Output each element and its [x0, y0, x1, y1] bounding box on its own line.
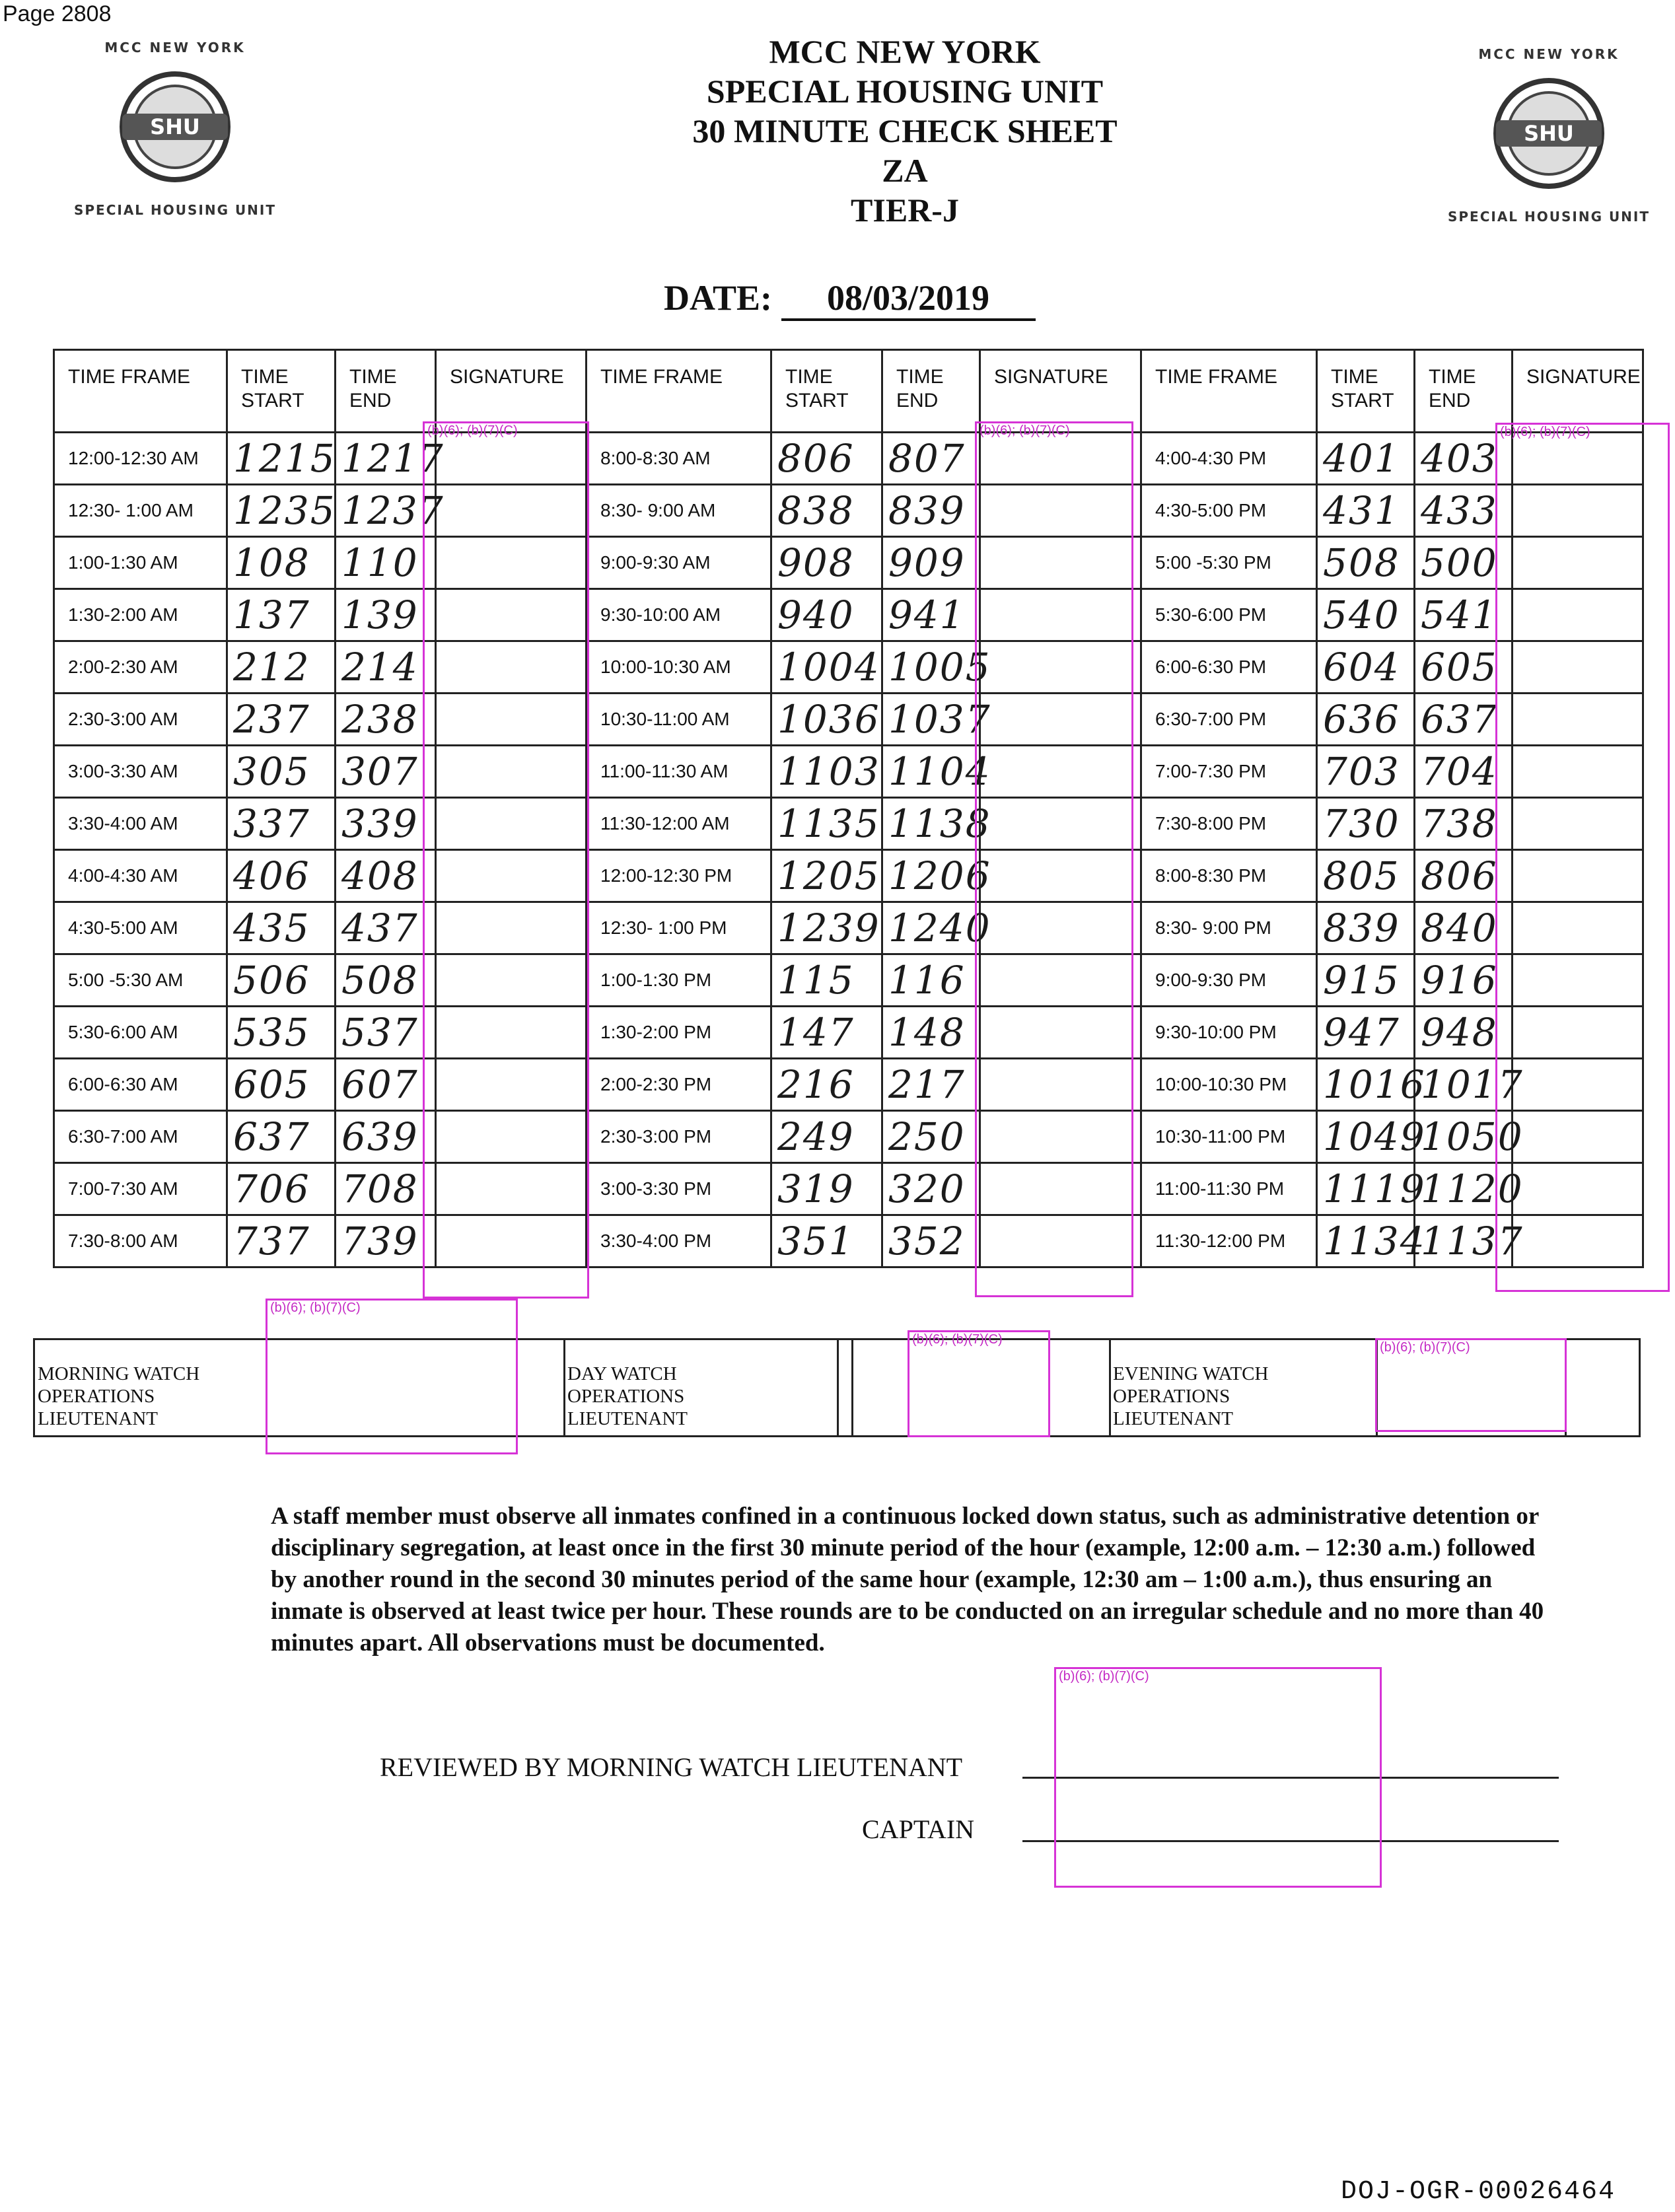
time-frame-cell: 1:30-2:00 AM: [54, 589, 227, 641]
time-start-cell: 1119: [1317, 1163, 1415, 1215]
time-start-cell: 636: [1317, 694, 1415, 746]
time-start-cell: 1134: [1317, 1215, 1415, 1267]
table-row: [54, 589, 1643, 641]
time-end-cell: 148: [882, 1007, 980, 1059]
time-start-cell: 940: [771, 589, 882, 641]
col-time-frame: TIME FRAME: [1141, 350, 1317, 433]
time-start-cell: 540: [1317, 589, 1415, 641]
table-row: [54, 1007, 1643, 1059]
time-frame-cell: 6:00-6:30 AM: [54, 1059, 227, 1111]
time-start-cell: 805: [1317, 850, 1415, 902]
time-end-cell: 1050: [1415, 1111, 1513, 1163]
time-start-cell: 1036: [771, 694, 882, 746]
time-start-cell: 508: [1317, 537, 1415, 589]
time-start-cell: 1205: [771, 850, 882, 902]
col-time-end: TIME END: [1415, 350, 1513, 433]
time-end-cell: 307: [336, 746, 436, 798]
time-start-cell: 305: [227, 746, 336, 798]
title-line-4: ZA: [882, 152, 928, 189]
title-line-2: SPECIAL HOUSING UNIT: [706, 73, 1104, 110]
time-frame-cell: 10:00-10:30 PM: [1141, 1059, 1317, 1111]
redaction-box: (b)(6); (b)(7)(C): [266, 1299, 518, 1454]
time-end-cell: 408: [336, 850, 436, 902]
time-end-cell: 116: [882, 954, 980, 1007]
time-frame-cell: 1:00-1:30 AM: [54, 537, 227, 589]
time-end-cell: 214: [336, 641, 436, 694]
time-frame-cell: 9:00-9:30 PM: [1141, 954, 1317, 1007]
time-frame-cell: 4:30-5:00 PM: [1141, 485, 1317, 537]
time-end-cell: 708: [336, 1163, 436, 1215]
time-frame-cell: 11:30-12:00 AM: [587, 798, 771, 850]
redaction-box: (b)(6); (b)(7)(C): [1375, 1338, 1567, 1432]
time-end-cell: 639: [336, 1111, 436, 1163]
time-end-cell: 909: [882, 537, 980, 589]
time-end-cell: 1206: [882, 850, 980, 902]
time-frame-cell: 8:30- 9:00 AM: [587, 485, 771, 537]
time-start-cell: 839: [1317, 902, 1415, 954]
time-frame-cell: 8:00-8:30 AM: [587, 433, 771, 485]
time-end-cell: 948: [1415, 1007, 1513, 1059]
col-time-frame: TIME FRAME: [54, 350, 227, 433]
table-row: [54, 1163, 1643, 1215]
time-frame-cell: 5:30-6:00 PM: [1141, 589, 1317, 641]
table-row: [54, 537, 1643, 589]
captain-label: CAPTAIN: [862, 1814, 975, 1844]
redaction-box: (b)(6); (b)(7)(C): [975, 421, 1133, 1297]
time-start-cell: 337: [227, 798, 336, 850]
time-start-cell: 730: [1317, 798, 1415, 850]
table-row: [54, 902, 1643, 954]
time-end-cell: 739: [336, 1215, 436, 1267]
title-line-1: MCC NEW YORK: [769, 33, 1041, 70]
time-frame-cell: 10:00-10:30 AM: [587, 641, 771, 694]
reviewed-by-label: REVIEWED BY MORNING WATCH LIEUTENANT: [380, 1752, 963, 1782]
time-frame-cell: 12:00-12:30 PM: [587, 850, 771, 902]
time-end-cell: 1138: [882, 798, 980, 850]
time-start-cell: 1049: [1317, 1111, 1415, 1163]
col-time-frame: TIME FRAME: [587, 350, 771, 433]
time-end-cell: 433: [1415, 485, 1513, 537]
time-end-cell: 1120: [1415, 1163, 1513, 1215]
time-start-cell: 115: [771, 954, 882, 1007]
time-start-cell: 435: [227, 902, 336, 954]
table-row: [54, 641, 1643, 694]
table-row: [54, 798, 1643, 850]
table-row: [54, 694, 1643, 746]
time-frame-cell: 9:30-10:00 PM: [1141, 1007, 1317, 1059]
time-end-cell: 840: [1415, 902, 1513, 954]
logo-bottom-text: SPECIAL HOUSING UNIT: [1447, 209, 1651, 225]
time-start-cell: 401: [1317, 433, 1415, 485]
time-frame-cell: 6:30-7:00 PM: [1141, 694, 1317, 746]
time-end-cell: 1104: [882, 746, 980, 798]
page-label: Page 2808: [3, 1, 112, 26]
col-time-start: TIME START: [771, 350, 882, 433]
title-line-5: TIER-J: [851, 192, 959, 229]
time-end-cell: 508: [336, 954, 436, 1007]
logo-bottom-text: SPECIAL HOUSING UNIT: [73, 202, 277, 218]
time-start-cell: 147: [771, 1007, 882, 1059]
svg-text:SHU: SHU: [150, 114, 200, 139]
document-title: [581, 32, 1229, 230]
time-end-cell: 238: [336, 694, 436, 746]
redaction-box: (b)(6); (b)(7)(C): [1054, 1667, 1382, 1888]
document-id: DOJ-OGR-00026464: [1340, 2177, 1616, 2207]
col-time-start: TIME START: [1317, 350, 1415, 433]
time-frame-cell: 11:30-12:00 PM: [1141, 1215, 1317, 1267]
redaction-box: (b)(6); (b)(7)(C): [423, 421, 589, 1299]
time-frame-cell: 12:30- 1:00 PM: [587, 902, 771, 954]
table-row: [54, 850, 1643, 902]
title-line-3: 30 MINUTE CHECK SHEET: [692, 112, 1118, 149]
time-start-cell: 237: [227, 694, 336, 746]
col-signature: SIGNATURE: [980, 350, 1141, 433]
time-end-cell: 320: [882, 1163, 980, 1215]
time-end-cell: 807: [882, 433, 980, 485]
time-frame-cell: 8:30- 9:00 PM: [1141, 902, 1317, 954]
time-end-cell: 738: [1415, 798, 1513, 850]
time-frame-cell: 2:30-3:00 AM: [54, 694, 227, 746]
date-label: DATE:: [664, 278, 773, 318]
time-end-cell: 352: [882, 1215, 980, 1267]
time-frame-cell: 11:00-11:30 PM: [1141, 1163, 1317, 1215]
col-time-end: TIME END: [336, 350, 436, 433]
time-start-cell: 1103: [771, 746, 882, 798]
table-row: [54, 746, 1643, 798]
time-frame-cell: 6:30-7:00 AM: [54, 1111, 227, 1163]
time-end-cell: 1017: [1415, 1059, 1513, 1111]
time-start-cell: 319: [771, 1163, 882, 1215]
time-frame-cell: 4:30-5:00 AM: [54, 902, 227, 954]
time-end-cell: 537: [336, 1007, 436, 1059]
shu-badge-icon: [116, 67, 234, 186]
time-start-cell: 249: [771, 1111, 882, 1163]
time-end-cell: 437: [336, 902, 436, 954]
time-end-cell: 217: [882, 1059, 980, 1111]
time-end-cell: 941: [882, 589, 980, 641]
check-table: [53, 349, 1644, 1268]
time-end-cell: 339: [336, 798, 436, 850]
time-frame-cell: 7:30-8:00 AM: [54, 1215, 227, 1267]
time-start-cell: 908: [771, 537, 882, 589]
time-frame-cell: 10:30-11:00 AM: [587, 694, 771, 746]
instructions-paragraph: A staff member must observe all inmates confined in a continuous locked down status, such as administrative detention or disciplinary segregation, at least once in the first 30 minute period of the hour (example, 12:00 a.m. – 12:30 a.m.) followed by another round in the second 30 minutes period of the same hour (example, 12:30 am – 1:00 a.m.), thus ensuring an inmate is observed at least twice per hour. These rounds are to be conducted on an irregular schedule and no more than 40 minutes apart. All observations must be documented.: [271, 1503, 1544, 1657]
time-start-cell: 1235: [227, 485, 336, 537]
time-end-cell: 1005: [882, 641, 980, 694]
time-start-cell: 703: [1317, 746, 1415, 798]
time-frame-cell: 7:30-8:00 PM: [1141, 798, 1317, 850]
time-frame-cell: 5:30-6:00 AM: [54, 1007, 227, 1059]
time-frame-cell: 2:00-2:30 AM: [54, 641, 227, 694]
time-frame-cell: 1:30-2:00 PM: [587, 1007, 771, 1059]
time-frame-cell: 4:00-4:30 PM: [1141, 433, 1317, 485]
col-signature: SIGNATURE: [1513, 350, 1643, 433]
time-end-cell: 916: [1415, 954, 1513, 1007]
time-frame-cell: 9:00-9:30 AM: [587, 537, 771, 589]
time-start-cell: 1135: [771, 798, 882, 850]
redaction-box: (b)(6); (b)(7)(C): [908, 1330, 1050, 1437]
morning-watch-label: MORNING WATCH OPERATIONS LIEUTENANT: [38, 1363, 200, 1429]
time-end-cell: 403: [1415, 433, 1513, 485]
shu-badge-icon: [1489, 74, 1608, 193]
time-frame-cell: 3:30-4:00 PM: [587, 1215, 771, 1267]
svg-text:SHU: SHU: [1524, 121, 1574, 146]
time-frame-cell: 5:00 -5:30 PM: [1141, 537, 1317, 589]
time-start-cell: 604: [1317, 641, 1415, 694]
time-start-cell: 706: [227, 1163, 336, 1215]
time-frame-cell: 2:30-3:00 PM: [587, 1111, 771, 1163]
time-frame-cell: 11:00-11:30 AM: [587, 746, 771, 798]
time-start-cell: 212: [227, 641, 336, 694]
table-row: [54, 485, 1643, 537]
time-start-cell: 605: [227, 1059, 336, 1111]
redaction-box: (b)(6); (b)(7)(C): [1495, 423, 1670, 1292]
time-frame-cell: 9:30-10:00 AM: [587, 589, 771, 641]
time-start-cell: 216: [771, 1059, 882, 1111]
evening-watch-label: EVENING WATCH OPERATIONS LIEUTENANT: [1113, 1363, 1269, 1429]
time-start-cell: 431: [1317, 485, 1415, 537]
time-end-cell: 1240: [882, 902, 980, 954]
time-frame-cell: 6:00-6:30 PM: [1141, 641, 1317, 694]
logo-top-text: MCC NEW YORK: [1478, 46, 1620, 62]
time-frame-cell: 3:30-4:00 AM: [54, 798, 227, 850]
time-end-cell: 250: [882, 1111, 980, 1163]
time-start-cell: 1016: [1317, 1059, 1415, 1111]
time-end-cell: 139: [336, 589, 436, 641]
time-frame-cell: 1:00-1:30 PM: [587, 954, 771, 1007]
time-start-cell: 947: [1317, 1007, 1415, 1059]
time-frame-cell: 10:30-11:00 PM: [1141, 1111, 1317, 1163]
table-row: [54, 954, 1643, 1007]
time-end-cell: 806: [1415, 850, 1513, 902]
logo-left: [66, 40, 284, 218]
table-header-row: [54, 350, 1643, 433]
time-end-cell: 500: [1415, 537, 1513, 589]
time-start-cell: 1215: [227, 433, 336, 485]
time-frame-cell: 3:00-3:30 PM: [587, 1163, 771, 1215]
table-row: [54, 1111, 1643, 1163]
time-start-cell: 838: [771, 485, 882, 537]
time-frame-cell: 12:00-12:30 AM: [54, 433, 227, 485]
time-end-cell: 1137: [1415, 1215, 1513, 1267]
time-start-cell: 137: [227, 589, 336, 641]
table-row: [54, 433, 1643, 485]
time-frame-cell: 3:00-3:30 AM: [54, 746, 227, 798]
date-row: [664, 277, 1036, 321]
col-time-end: TIME END: [882, 350, 980, 433]
time-end-cell: 110: [336, 537, 436, 589]
time-start-cell: 351: [771, 1215, 882, 1267]
time-start-cell: 806: [771, 433, 882, 485]
table-row: [54, 1215, 1643, 1267]
col-signature: SIGNATURE: [436, 350, 587, 433]
time-start-cell: 915: [1317, 954, 1415, 1007]
time-start-cell: 108: [227, 537, 336, 589]
date-value: 08/03/2019: [781, 277, 1036, 321]
time-end-cell: 704: [1415, 746, 1513, 798]
time-start-cell: 535: [227, 1007, 336, 1059]
time-end-cell: 839: [882, 485, 980, 537]
time-start-cell: 737: [227, 1215, 336, 1267]
time-frame-cell: 7:00-7:30 PM: [1141, 746, 1317, 798]
time-end-cell: 1217: [336, 433, 436, 485]
col-time-start: TIME START: [227, 350, 336, 433]
time-frame-cell: 5:00 -5:30 AM: [54, 954, 227, 1007]
time-start-cell: 406: [227, 850, 336, 902]
time-start-cell: 1239: [771, 902, 882, 954]
time-end-cell: 637: [1415, 694, 1513, 746]
time-frame-cell: 8:00-8:30 PM: [1141, 850, 1317, 902]
table-row: [54, 1059, 1643, 1111]
time-frame-cell: 7:00-7:30 AM: [54, 1163, 227, 1215]
time-frame-cell: 4:00-4:30 AM: [54, 850, 227, 902]
time-end-cell: 541: [1415, 589, 1513, 641]
time-end-cell: 605: [1415, 641, 1513, 694]
day-watch-label: DAY WATCH OPERATIONS LIEUTENANT: [567, 1363, 688, 1429]
logo-top-text: MCC NEW YORK: [104, 40, 246, 55]
logo-right: [1440, 46, 1658, 225]
time-end-cell: 1037: [882, 694, 980, 746]
time-frame-cell: 12:30- 1:00 AM: [54, 485, 227, 537]
time-end-cell: 1237: [336, 485, 436, 537]
time-start-cell: 1004: [771, 641, 882, 694]
time-start-cell: 637: [227, 1111, 336, 1163]
time-start-cell: 506: [227, 954, 336, 1007]
time-end-cell: 607: [336, 1059, 436, 1111]
time-frame-cell: 2:00-2:30 PM: [587, 1059, 771, 1111]
